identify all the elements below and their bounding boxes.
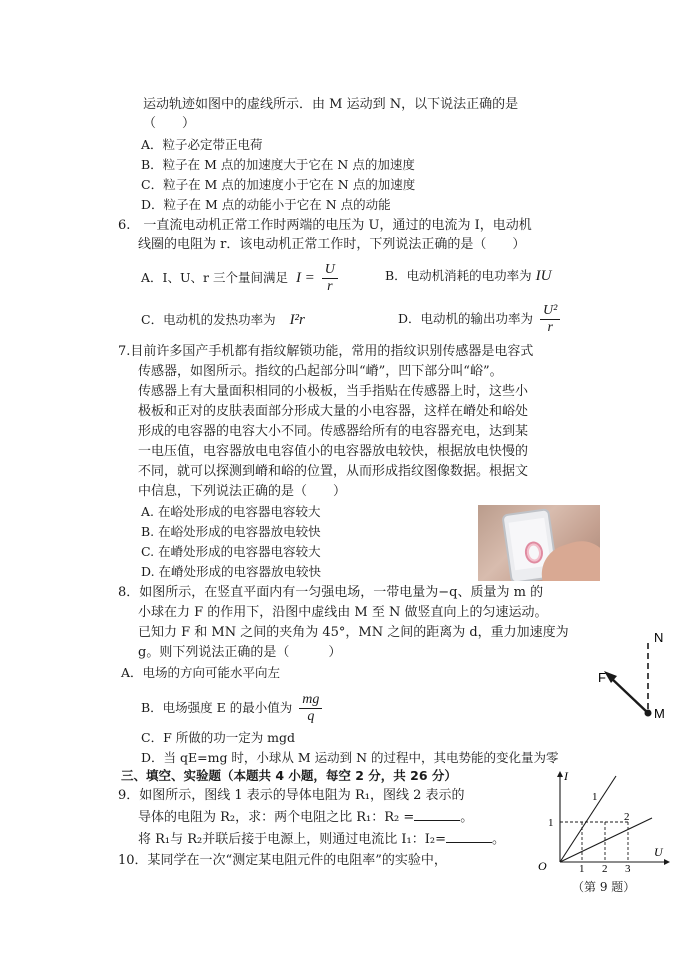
q7-option-b: B. 在峪处形成的电容器放电较快 [141,524,321,539]
q8-option-a: A．电场的方向可能水平向左 [121,665,281,680]
label-m: M [654,706,665,721]
q9-figure-caption: （第 9 题） [572,880,636,894]
q7-line1: 7.目前许多国产手机都有指纹解锁功能，常用的指纹识别传感器是电容式 [118,344,534,359]
q6-option-b-formula: IU [535,268,552,284]
section3-title: 三、填空、实验题（本题共 4 小题，每空 2 分，共 26 分） [121,768,457,783]
q8-option-b: B．电场强度 E 的最小值为 $\frac{mg}{q}$ [141,692,325,725]
q5-option-c: C．粒子在 M 点的加速度小于它在 N 点的加速度 [141,177,416,192]
q7-line5: 形成的电容器的电容大小不同。传感器给所有的电容器充电，达到某 [138,424,529,439]
q7-line7: 不同，就可以探测到嵴和峪的位置，从而形成指纹图像数据。根据文 [138,464,529,479]
q9-blank-1[interactable] [414,808,460,821]
q5-stem: 运动轨迹如图中的虚线所示．由 M 运动到 N，以下说法正确的是 [143,97,519,112]
q5-option-d: D．粒子在 M 点的动能小于它在 N 点的动能 [141,197,391,212]
origin-label: O [538,859,547,872]
q6-option-c-formula: I²r [289,312,305,328]
q10-line1: 10．某同学在一次“测定某电阻元件的电阻率”的实验中， [118,853,447,868]
q7-line2: 传感器，如图所示。指纹的凸起部分叫“嵴”，凹下部分叫“峪”。 [138,364,503,379]
q6-option-a-fraction: $\frac{U}{r}$ [322,262,338,295]
q7-option-a: A. 在峪处形成的电容器电容较大 [141,504,321,519]
x-tick-3: 3 [625,863,631,872]
q8-line4: g。则下列说法正确的是（ ） [138,645,342,660]
y-axis-label: I [564,770,568,783]
q5-option-b: B．粒子在 M 点的加速度大于它在 N 点的加速度 [141,157,415,172]
q8-line3: 已知力 F 和 MN 之间的夹角为 45°，MN 之间的距离为 d，重力加速度为 [138,625,569,640]
line-2-label: 2 [624,811,630,823]
fingerprint-icon [524,540,545,564]
q6-option-d-fraction: $\frac{\text{U²}}{r}$ [540,303,560,336]
q5-paren: （ ） [143,116,196,131]
q6-option-c: C．电动机的发热功率为 I²r [141,312,305,328]
q7-line8: 中信息，下列说法正确的是（ ） [138,484,347,499]
q7-option-d: D. 在嵴处形成的电容器放电较快 [141,564,322,579]
q8-line2: 小球在力 F 的作用下，沿图中虚线由 M 至 N 做竖直向上的匀速运动。 [138,605,548,620]
line-1-label: 1 [592,791,598,803]
q8-force-figure [590,625,670,725]
q6-option-b: B．电动机消耗的电功率为 IU [385,268,552,284]
x-tick-2: 2 [602,863,608,872]
x-axis-label: U [654,845,663,859]
fingerprint-phone-photo [478,505,600,581]
q7-line6: 一电压值，电容器放电电容值小的电容器放电较快，根据放电快慢的 [138,444,529,459]
q8-option-b-fraction: $\frac{mg}{q}$ [299,692,322,725]
label-f: F [598,670,606,685]
q6-option-d: D．电动机的输出功率为 $\frac{\text{U²}}{r}$ [398,303,563,336]
q6-line2: 线圈的电阻为 r．该电动机正常工作时，下列说法正确的是（ ） [138,237,526,252]
y-tick-1: 1 [548,817,554,829]
force-arrow-shaft [610,677,648,713]
q6-option-a: A．I、U、r 三个量间满足 I = $\frac{U}{r}$ [141,262,341,295]
q9-blank-2[interactable] [446,830,492,843]
point-m-dot [645,710,652,717]
q9-line2: 导体的电阻为 R₂，求：两个电阻之比 R₁：R₂ = 。 [138,810,474,825]
q7-option-c: C. 在嵴处形成的电容器电容较大 [141,544,321,559]
q9-line1: 9．如图所示，图线 1 表示的导体电阻为 R₁，图线 2 表示的 [118,788,465,803]
q8-option-c: C．F 所做的功一定为 mgd [141,730,296,745]
label-n: N [654,630,664,645]
q9-iu-graph [536,770,670,872]
q7-line3: 传感器上有大量面积相同的小极板，当手指贴在传感器上时，这些小 [138,384,529,399]
q7-line4: 极板和正对的皮肤表面部分形成大量的小电容器，这样在嵴处和峪处 [138,404,529,419]
q8-option-d: D．当 qE=mg 时，小球从 M 运动到 N 的过程中，其电势能的变化量为零 [141,750,559,765]
q6-option-a-lhs: I = [295,270,315,286]
x-tick-1: 1 [579,863,585,872]
q5-option-a: A．粒子必定带正电荷 [141,137,263,152]
q6-line1: 6. 一直流电动机正常工作时两端的电压为 U，通过的电流为 I，电动机 [118,218,532,233]
q9-line3: 将 R₁与 R₂并联后接于电源上，则通过电流比 I₁：I₂= 。 [138,832,505,847]
q8-line1: 8．如图所示，在竖直平面内有一匀强电场，一带电量为−q、质量为 m 的 [118,585,544,600]
